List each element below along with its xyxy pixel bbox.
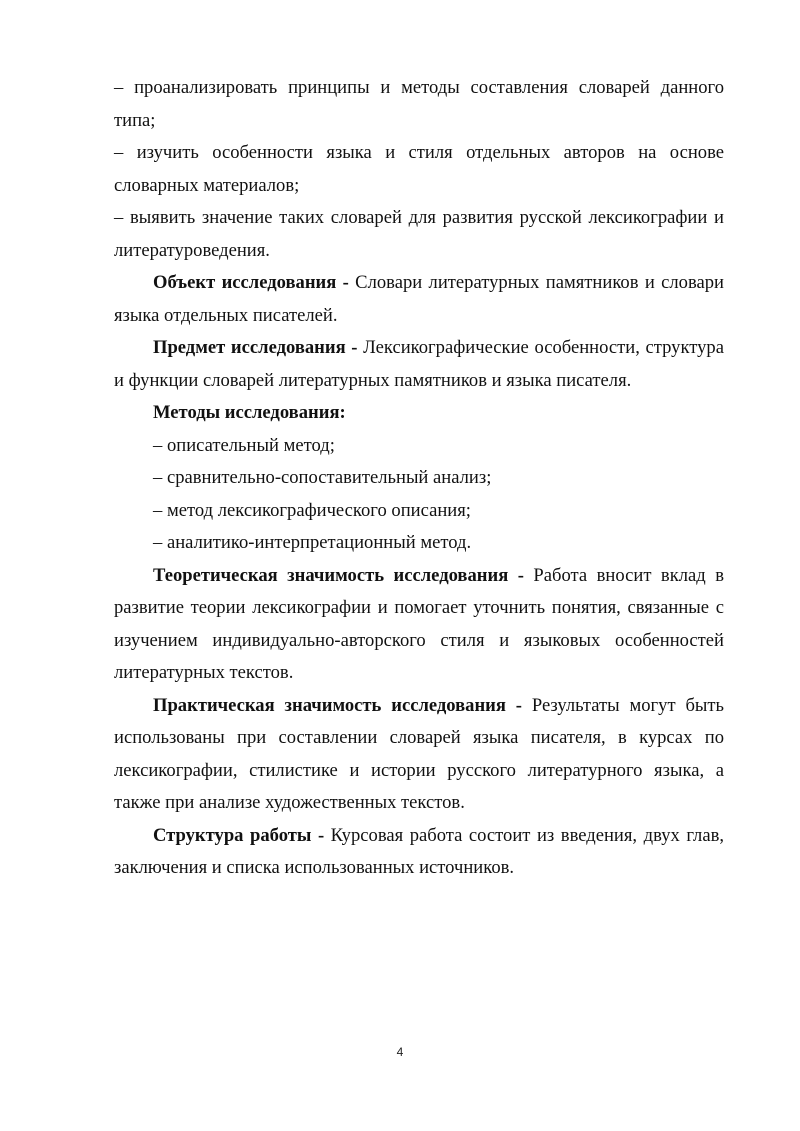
method-item-1: – описательный метод; bbox=[153, 434, 335, 456]
structure-paragraph bbox=[114, 820, 724, 885]
practical-text: Результаты могут быть использованы при составлении словарей языка писателя, в курсах по лексикографии, стилистике и истории русского литературного языка, а также при анализе художественных текстов. bbox=[114, 694, 725, 813]
object-text: Словари литературных памятников и словари языка отдельных писателей. bbox=[114, 272, 724, 326]
practical-heading: Практическая значимость исследования - bbox=[153, 694, 522, 716]
task-item-1: – проанализировать принципы и методы составления словарей данного типа; bbox=[114, 77, 724, 131]
subject-paragraph bbox=[114, 332, 724, 397]
subject-text: Лексикографические особенности, структура и функции словарей литературных памятников и языка писателя. bbox=[114, 337, 724, 391]
practical-paragraph bbox=[114, 690, 724, 820]
subject-heading: Предмет исследования - bbox=[153, 337, 358, 358]
method-item-2: – сравнительно-сопоставительный анализ; bbox=[153, 467, 492, 488]
document-page bbox=[114, 72, 724, 885]
object-heading: Объект исследования - bbox=[153, 272, 349, 293]
method-item-4: – аналитико-интерпретационный метод. bbox=[153, 532, 472, 553]
method-item-3: – метод лексикографического описания; bbox=[153, 499, 471, 521]
theoretical-paragraph bbox=[114, 560, 724, 690]
theoretical-text: Работа вносит вклад в развитие теории лексикографии и помогает уточнить понятия, связанные с изучением индивидуально-авторского стиля и языковых особенностей литературных текстов. bbox=[114, 564, 724, 683]
structure-heading: Структура работы - bbox=[153, 824, 325, 846]
structure-text: Курсовая работа состоит из введения, двух глав, заключения и списка использованных источников. bbox=[114, 824, 724, 878]
task-item-2: – изучить особенности языка и стиля отдельных авторов на основе словарных материалов; bbox=[114, 142, 724, 196]
task-item-3: – выявить значение таких словарей для развития русской лексикографии и литературоведения. bbox=[114, 207, 724, 261]
object-paragraph bbox=[114, 267, 724, 332]
page-number: 4 bbox=[396, 1045, 404, 1059]
theoretical-heading: Теоретическая значимость исследования - bbox=[153, 564, 524, 586]
methods-heading: Методы исследования: bbox=[153, 402, 346, 423]
